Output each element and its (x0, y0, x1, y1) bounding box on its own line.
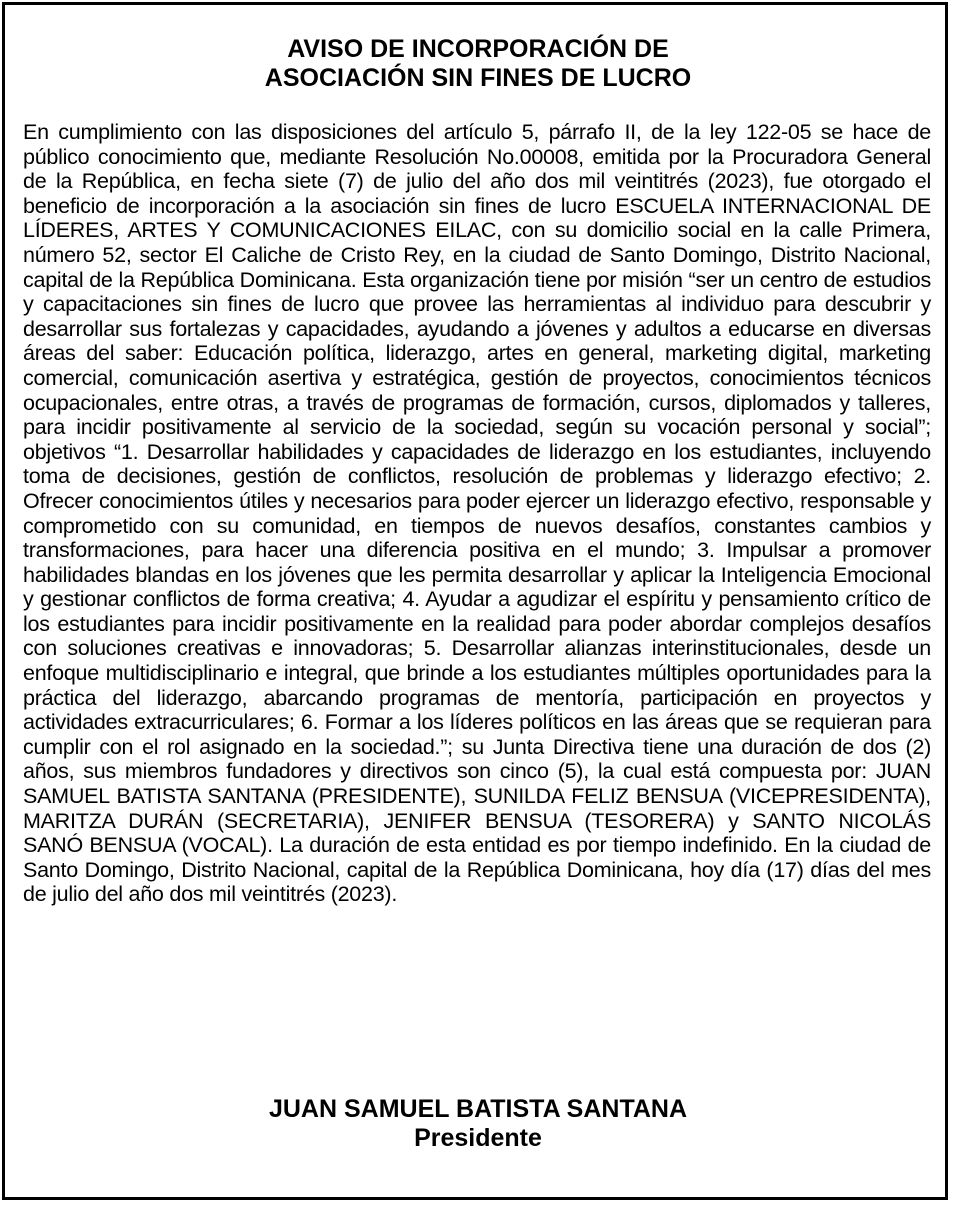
signatory-role: Presidente (414, 1124, 542, 1152)
signatory-name: JUAN SAMUEL BATISTA SANTANA (268, 1095, 688, 1123)
signature-block (5, 1095, 951, 1153)
notice-title-line-1: AVISO DE INCORPORACIÓN DE (287, 35, 669, 63)
notice-title (5, 35, 951, 93)
notice-title-line-2: ASOCIACIÓN SIN FINES DE LUCRO (264, 64, 692, 92)
notice-frame (2, 2, 948, 1200)
notice-body: En cumplimiento con las disposiciones del artículo 5, párrafo II, de la ley 122-05 se hace de público conocimiento que, mediante Resolución No.00008, emitida por la Procuradora General de la República, en fecha siete (7) de julio del año dos mil veintitrés (2023), fue otorgado el beneficio de incorporación a la asociación sin fines de lucro ESCUELA INTERNACIONAL DE LÍDERES, ARTES Y COMUNICACIONES EILAC, con su domicilio social en la calle Primera, número 52, sector El Caliche de Cristo Rey, en la ciudad de Santo Domingo, Distrito Nacional, capital de la República Dominicana. Esta organización tiene por misión “ser un centro de estudios y capacitaciones sin fines de lucro que provee las herramientas al individuo para descubrir y desarrollar sus fortalezas y capacidades, ayudando a jóvenes y adultos a educarse en diversas áreas del saber: Educación política, liderazgo, artes en general, marketing digital, marketing comercial, comunicación asertiva y estratégica, gestión de proyectos, conocimientos técnicos ocupacionales, entre otras, a través de programas de formación, cursos, diplomados y talleres, para incidir positivamente al servicio de la sociedad, según su vocación personal y social”; objetivos “1. Desarrollar habilidades y capacidades de liderazgo en los estudiantes, incluyendo toma de decisiones, gestión de conflictos, resolución de problemas y liderazgo efectivo; 2. Ofrecer conocimientos útiles y necesarios para poder ejercer un liderazgo efectivo, responsable y comprometido con su comunidad, en tiempos de nuevos desafíos, constantes cambios y transformaciones, para hacer una diferencia positiva en el mundo; 3. Impulsar a promover habilidades blandas en los jóvenes que les permita desarrollar y aplicar la Inteligencia Emocional y gestionar conflictos de forma creativa; 4. Ayudar a agudizar el espíritu y pensamiento crítico de los estudiantes para incidir positivamente en la realidad para poder abordar complejos desafíos con soluciones creativas e innovadoras; 5. Desarrollar alianzas interinstitucionales, desde un enfoque multidisciplinario e integral, que brinde a los estudiantes múltiples oportunidades para la práctica del liderazgo, abarcando programas de mentoría, participación en proyectos y actividades extracurriculares; 6. Formar a los líderes políticos en las áreas que se requieran para cumplir con el rol asignado en la sociedad.”; su Junta Directiva tiene una duración de dos (2) años, sus miembros fundadores y directivos son cinco (5), la cual está compuesta por: JUAN SAMUEL BATISTA SANTANA (PRESIDENTE), SUNILDA FELIZ BENSUA (VICEPRESIDENTA), MARITZA DURÁN (SECRETARIA), JENIFER BENSUA (TESORERA) y SANTO NICOLÁS SANÓ BENSUA (VOCAL). La duración de esta entidad es por tiempo indefinido. En la ciudad de Santo Domingo, Distrito Nacional, capital de la República Dominicana, hoy día (17) días del mes de julio del año dos mil veintitrés (2023). (23, 120, 931, 907)
